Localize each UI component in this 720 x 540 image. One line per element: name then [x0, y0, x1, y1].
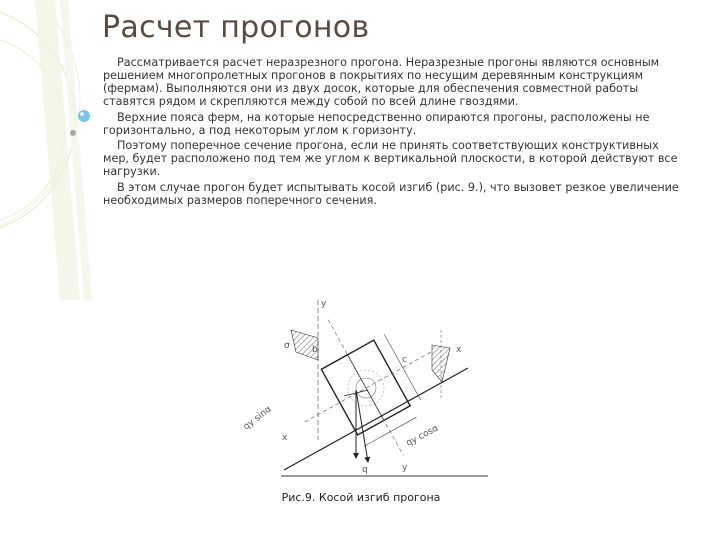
- section-axis-x: [305, 352, 432, 422]
- label-q-sin: qy sinα: [241, 404, 274, 433]
- paragraph-4: В этом случае прогон будет испытывать косой изгиб (рис. 9.), что вызовет резкое увеличение необходимых размеров поперечного сечения.: [103, 181, 679, 208]
- label-q-cos: qy cosα: [404, 423, 441, 449]
- paragraph-3: Поэтому поперечное сечение прогона, если не принять соответствующих конструктивных мер, будет расположено под тем же углом к вертикальной плоскости, в которой действуют все нагрузки.: [103, 139, 678, 179]
- label-y-bottom: y: [402, 463, 408, 473]
- figure-caption: Рис.9. Косой изгиб прогона: [281, 491, 441, 504]
- label-q: q: [362, 465, 368, 475]
- label-sigma: σ: [284, 341, 290, 351]
- slide-title: Расчет прогонов: [102, 10, 370, 45]
- label-b: b: [312, 345, 318, 355]
- label-c: c: [402, 355, 407, 365]
- inclined-chord: [284, 368, 468, 470]
- section-axis-y: [328, 320, 403, 456]
- body-text: [103, 57, 683, 211]
- label-x-right: x: [456, 345, 462, 355]
- label-y-top: y: [321, 299, 327, 309]
- accent-dot-large: [78, 110, 90, 122]
- accent-dot-small: [70, 130, 76, 136]
- paragraph-1: Рассматривается расчет неразрезного прогона. Неразрезные прогоны являются основным решением многопролетных прогонов в покрытиях по несущим деревянным конструкциям (фермам). Выполняются они из двух досок, которые для обеспечения совместной работы ставятся рядом и скрепляются между собой по всей длине гвоздями.: [103, 56, 660, 108]
- load-component-arrow: [356, 390, 368, 462]
- decorative-corner-graphic: [0, 0, 100, 300]
- paragraph-2: Верхние пояса ферм, на которые непосредственно опираются прогоны, расположены не горизонтально, а под некоторым углом к горизонту.: [103, 110, 650, 137]
- label-x-left: x: [282, 433, 288, 443]
- oblique-bending-figure: [236, 290, 506, 485]
